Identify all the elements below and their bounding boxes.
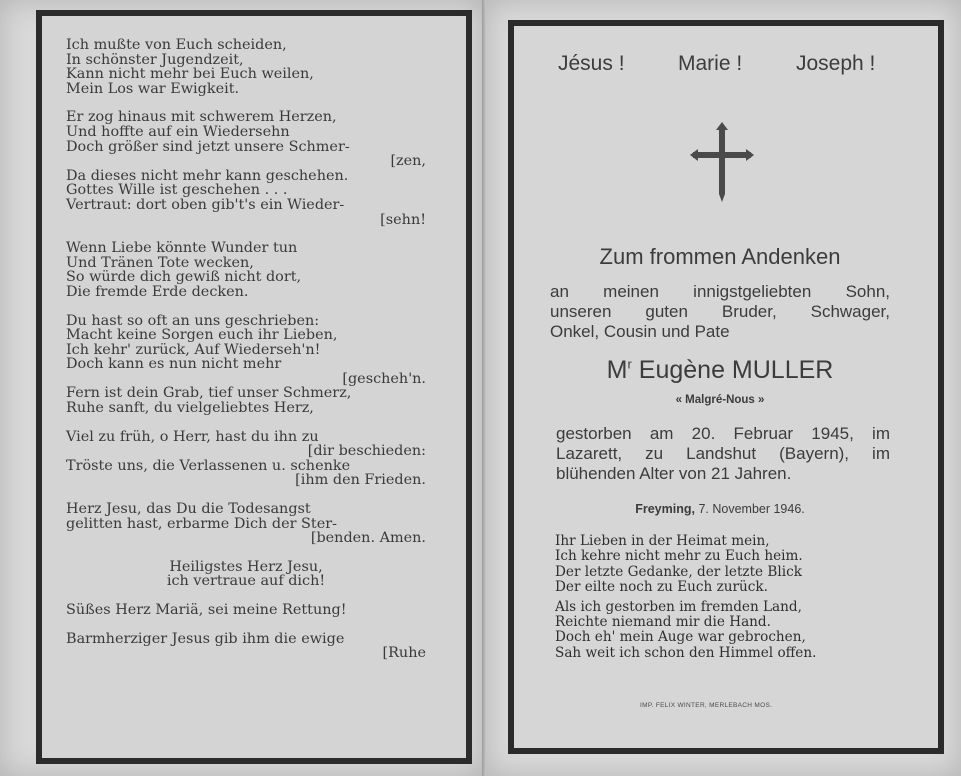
relation-line: an meinen innigstgeliebten Sohn, [550, 282, 890, 301]
poem-stanza [66, 430, 426, 488]
poem-stanza [66, 38, 426, 96]
poem-line: ich vertraue auf dich! [166, 573, 326, 590]
poem-stanza [66, 560, 426, 589]
invocation-joseph: Joseph ! [796, 52, 876, 75]
poem-stanza [555, 534, 895, 596]
date: 7. November 1946. [698, 502, 805, 516]
poem-stanza [66, 632, 426, 661]
death-line: Lazarett, zu Landshut (Bayern), im [556, 444, 890, 463]
poem-line: Doch kann es nun nicht mehr [66, 356, 282, 373]
poem-line: Ich mußte von Euch scheiden, [66, 37, 287, 53]
poem-line: Viel zu früh, o Herr, hast du ihn zu [66, 428, 319, 445]
poem-line: Der letzte Gedanke, der letzte Blick [555, 563, 802, 580]
poem-stanza [555, 600, 895, 662]
poem-line: Und hoffte auf ein Wiedersehn [66, 123, 290, 140]
poem-line: Ruhe sanft, du vielgeliebtes Herz, [66, 400, 314, 417]
poem-line: Ihr Lieben in der Heimat mein, [555, 533, 770, 549]
deceased-name [550, 356, 890, 385]
poem-line: Herz Jesu, das Du die Todesangst [66, 501, 311, 518]
poem-stanza [66, 110, 426, 227]
poem-line: Doch eh' mein Auge war gebrochen, [555, 629, 806, 646]
name-rest: Eugène MULLER [631, 356, 834, 384]
poem-line: Mein Los war Ewigkeit. [66, 80, 240, 97]
poem-line: [Ruhe [382, 645, 426, 662]
poem-line: Da dieses nicht mehr kann geschehen. [66, 167, 349, 184]
name-prefix: M [606, 356, 628, 384]
poem-line: Fern ist dein Grab, tief unser Schmerz, [66, 385, 352, 402]
poem-line: Süßes Herz Mariä, sei meine Rettung! [66, 602, 347, 618]
poem-line: Doch größer sind jetzt unsere Schmer- [66, 138, 350, 155]
poem-line: Sah weit ich schon den Himmel offen. [555, 644, 817, 661]
poem-line: Du hast so oft an uns geschrieben: [66, 312, 320, 329]
cross-icon [690, 122, 754, 204]
poem-line: So würde dich gewiß nicht dort, [66, 269, 302, 286]
poem-line: Er zog hinaus mit schwerem Herzen, [66, 109, 337, 126]
relation-block [550, 282, 890, 342]
poem-line: Gottes Wille ist geschehen . . . [66, 182, 288, 199]
poem-line: Kann nicht mehr bei Euch weilen, [66, 66, 314, 83]
poem-line: Vertraut: dort oben gib't's ein Wieder- [66, 196, 345, 213]
invocation-jesus: Jésus ! [558, 52, 625, 75]
right-poem [555, 534, 895, 665]
relation-line: Onkel, Cousin und Pate [550, 322, 730, 341]
place-date [550, 502, 890, 516]
nickname: « Malgré-Nous » [675, 394, 765, 406]
poem-line: Macht keine Sorgen euch ihr Lieben, [66, 327, 338, 344]
printer-imprint: IMP. FELIX WINTER, MERLEBACH MOS. [640, 702, 773, 709]
poem-line: Ich kehr' zurück, Auf Wiederseh'n! [66, 341, 321, 358]
poem-stanza [66, 314, 426, 416]
place: Freyming, [635, 502, 695, 516]
poem-line: Ich kehre nicht mehr zu Euch heim. [555, 548, 803, 565]
poem-stanza [66, 241, 426, 299]
poem-line: [zen, [390, 153, 426, 170]
poem-line: Wenn Liebe könnte Wunder tun [66, 240, 298, 257]
poem-line: Heiligstes Herz Jesu, [169, 558, 323, 575]
name-superscript: r [627, 356, 632, 372]
memorial-title: Zum frommen Andenken [599, 244, 841, 269]
poem-line: Barmherziger Jesus gib ihm die ewige [66, 630, 345, 647]
poem-line: Und Tränen Tote wecken, [66, 254, 254, 271]
poem-line: gelitten hast, erbarme Dich der Ster- [66, 515, 337, 532]
poem-line: [dir beschieden: [307, 443, 426, 460]
poem-line: Als ich gestorben im fremden Land, [555, 598, 802, 615]
left-poem [66, 38, 426, 675]
poem-line: [ihm den Frieden. [295, 472, 426, 489]
death-line: blühenden Alter von 21 Jahren. [556, 464, 792, 483]
poem-line: Die fremde Erde decken. [66, 283, 249, 300]
poem-line: [sehn! [380, 211, 426, 228]
poem-line: In schönster Jugendzeit, [66, 51, 244, 68]
poem-stanza [66, 603, 426, 618]
poem-line: Reichte niemand mir die Hand. [555, 614, 771, 631]
poem-line: [benden. Amen. [310, 530, 426, 547]
poem-stanza [66, 502, 426, 546]
invocation-marie: Marie ! [678, 52, 743, 75]
relation-line: unseren guten Bruder, Schwager, [550, 302, 890, 321]
poem-line: Tröste uns, die Verlassenen u. schenke [66, 457, 351, 474]
poem-line: Der eilte noch zu Euch zurück. [555, 579, 768, 596]
death-block [556, 424, 890, 484]
invocation-header [558, 52, 888, 82]
poem-line: [gescheh'n. [342, 370, 426, 387]
death-line: gestorben am 20. Februar 1945, im [556, 424, 890, 443]
